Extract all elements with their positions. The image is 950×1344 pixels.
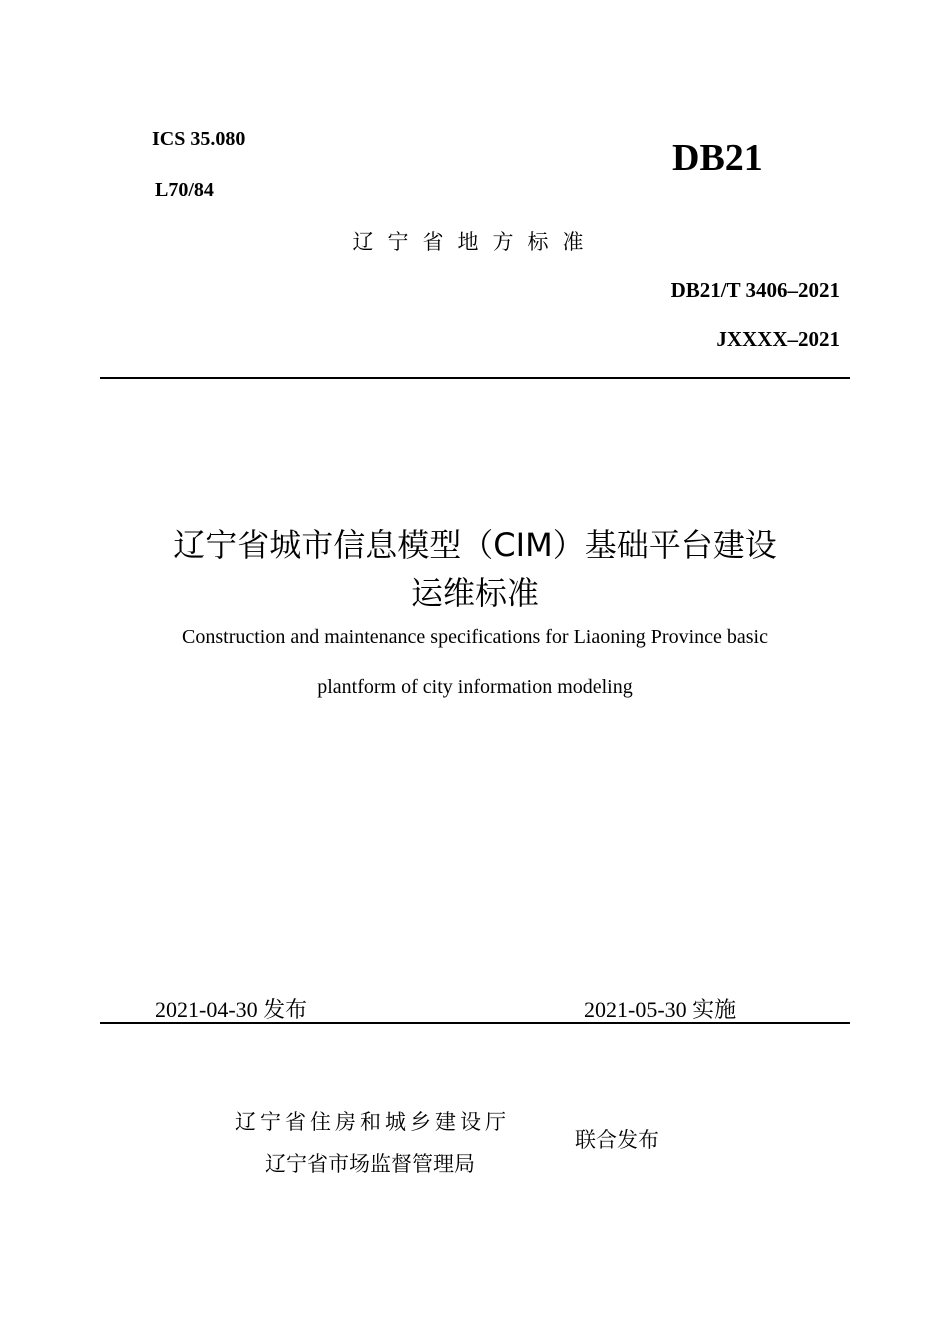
issuer-org-1: 辽宁省住房和城乡建设厅 <box>235 1110 510 1134</box>
top-divider <box>100 377 850 379</box>
issuer-org-2: 辽宁省市场监督管理局 <box>265 1152 475 1176</box>
standard-type: 辽宁省地方标准 <box>352 230 598 254</box>
joint-issue-label: 联合发布 <box>575 1128 659 1152</box>
classification-code: L70/84 <box>155 179 214 201</box>
issue-date: 2021-04-30 发布 <box>155 997 308 1022</box>
title-zh-line1: 辽宁省城市信息模型（CIM）基础平台建设 <box>173 526 777 564</box>
title-en-line2: plantform of city information modeling <box>317 676 633 698</box>
ics-code: ICS 35.080 <box>152 128 246 150</box>
standard-number: DB21/T 3406–2021 <box>670 278 840 302</box>
bottom-divider <box>100 1022 850 1024</box>
standard-number-2: JXXXX–2021 <box>716 327 840 351</box>
title-en-line1: Construction and maintenance specifications for Liaoning Province basic <box>182 626 768 648</box>
implement-date: 2021-05-30 实施 <box>584 997 737 1022</box>
title-zh-line2: 运维标准 <box>410 574 539 612</box>
db-code: DB21 <box>672 137 763 179</box>
